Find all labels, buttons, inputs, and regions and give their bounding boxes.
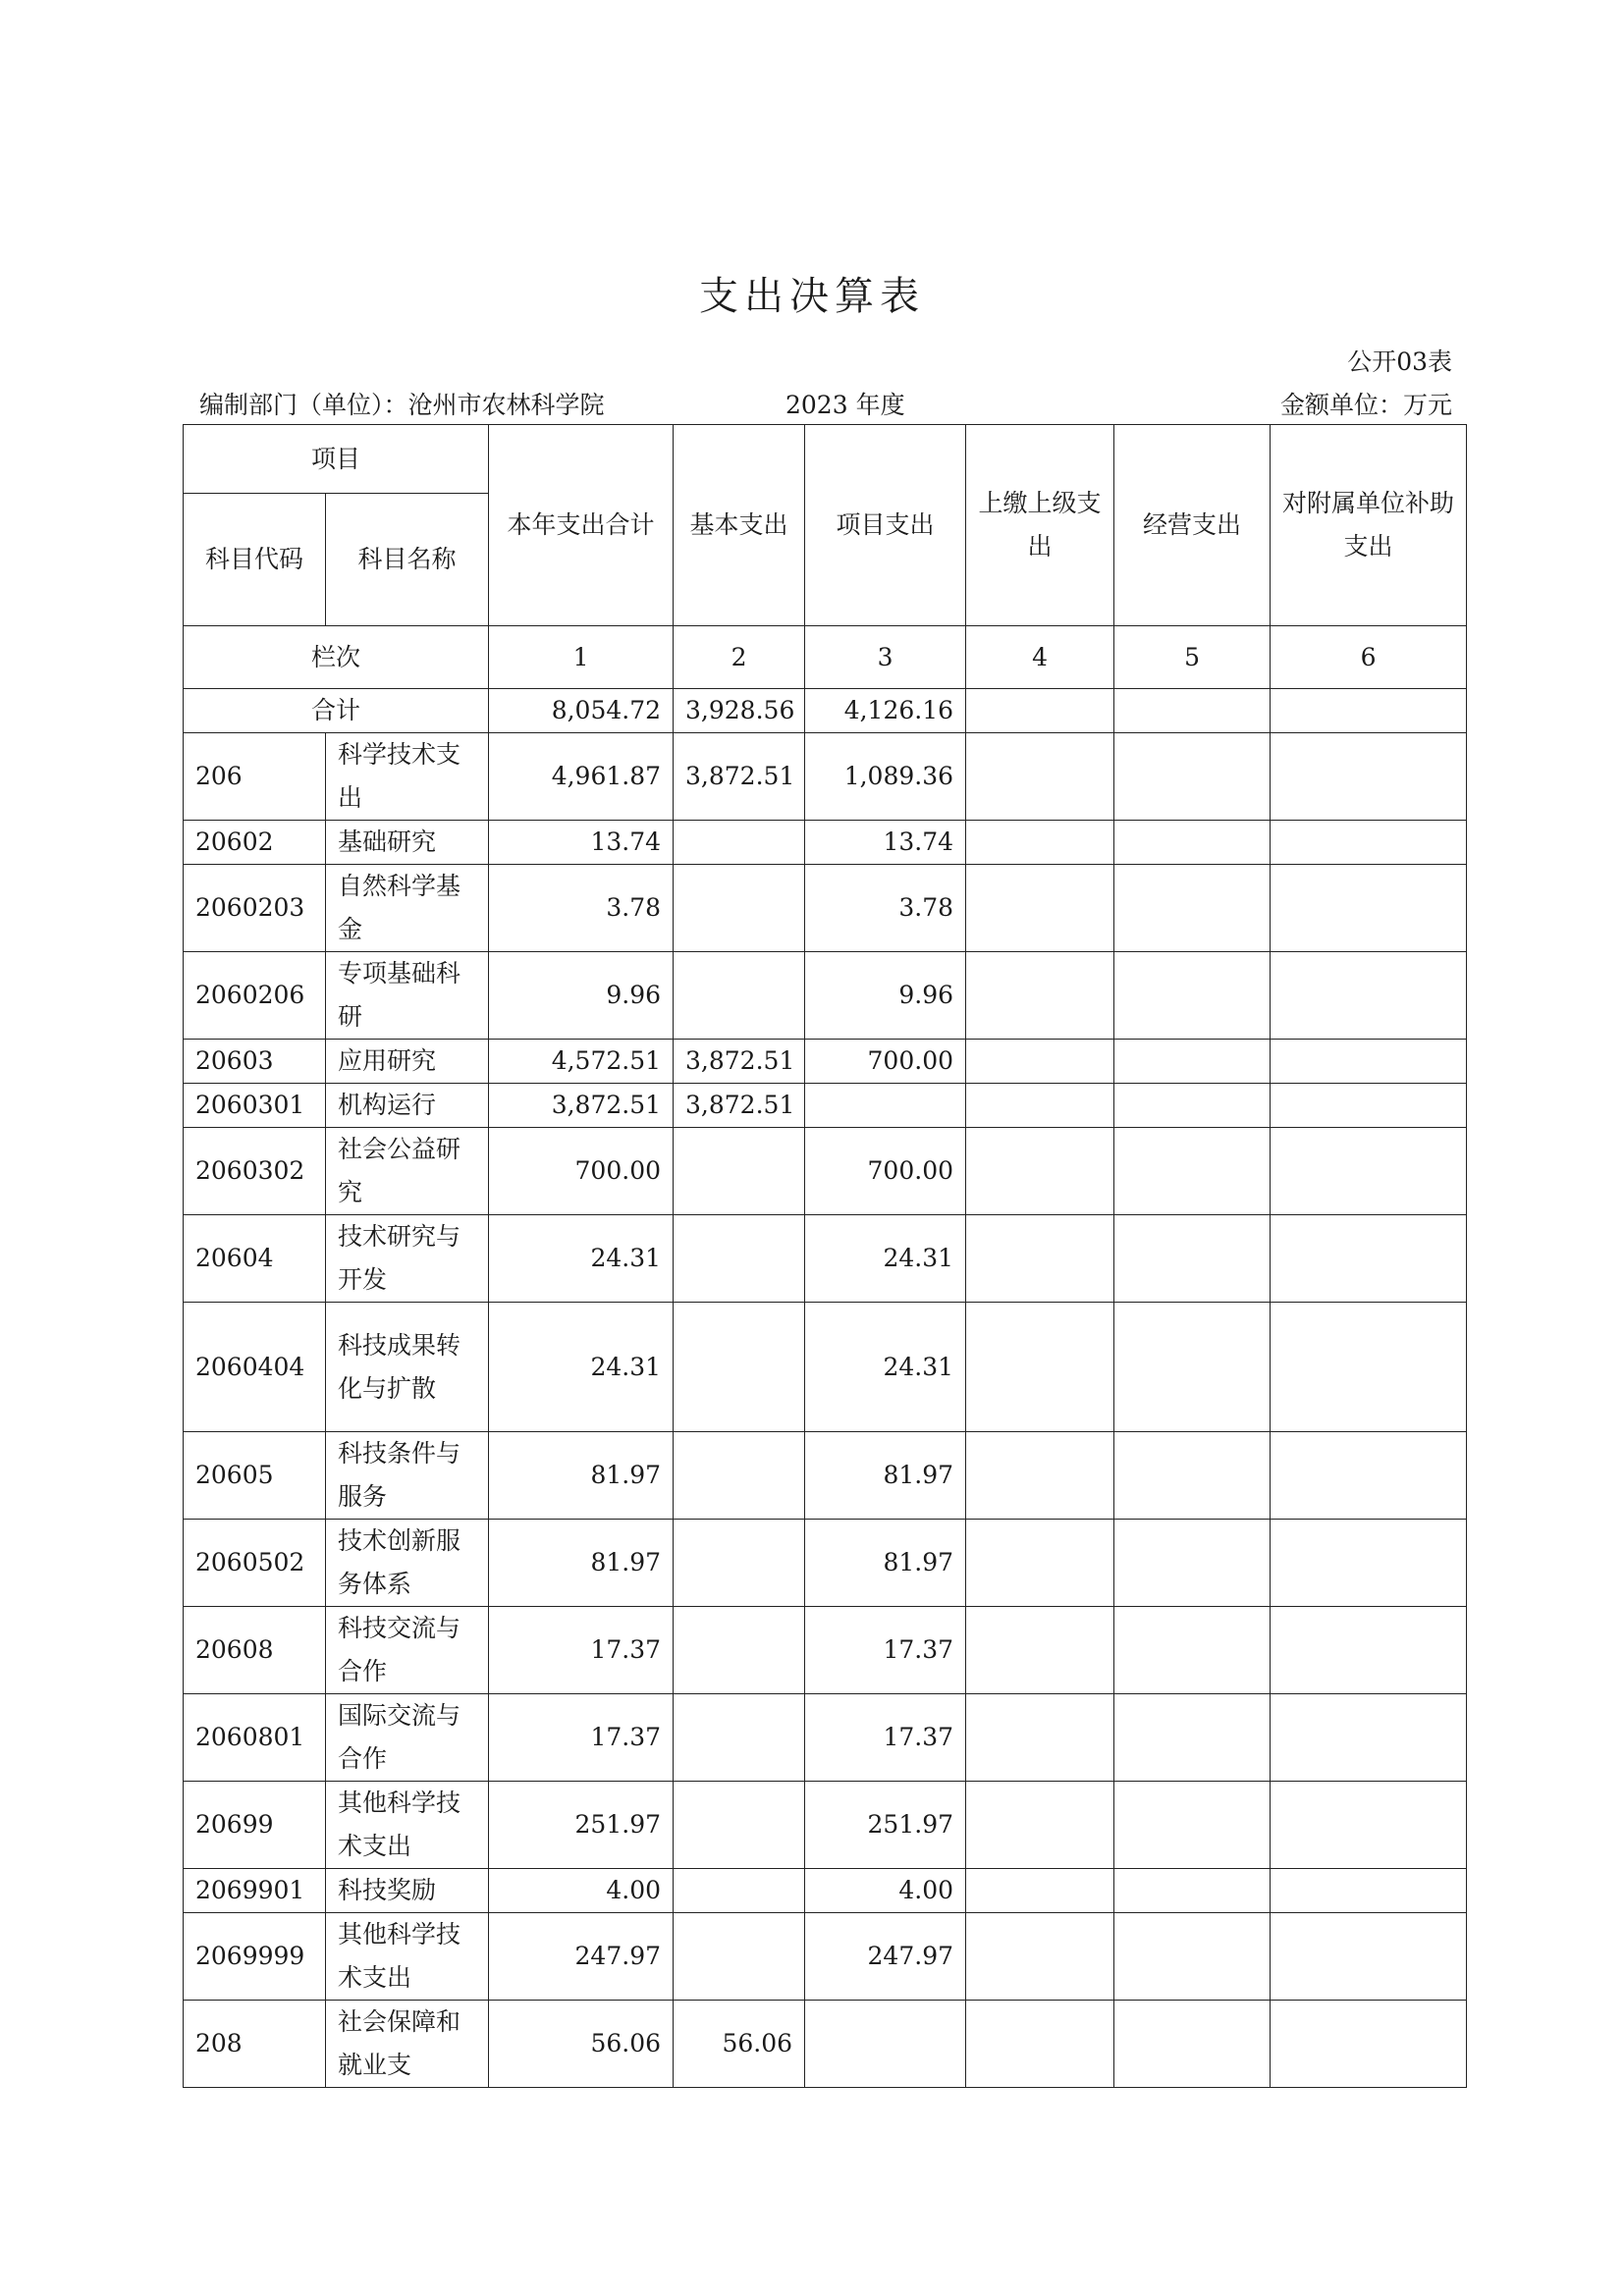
row-upper — [966, 1303, 1114, 1432]
row-basic — [674, 1128, 805, 1215]
table-row — [184, 2001, 1467, 2088]
row-code: 20608 — [184, 1607, 326, 1694]
row-subsidiary — [1271, 1869, 1467, 1913]
table-row — [184, 1694, 1467, 1782]
row-business — [1114, 1215, 1271, 1303]
row-basic: 3,872.51 — [674, 1040, 805, 1084]
row-basic — [674, 1607, 805, 1694]
header-business: 经营支出 — [1114, 425, 1271, 626]
row-project: 3.78 — [805, 865, 966, 952]
row-total: 81.97 — [489, 1432, 674, 1520]
row-subsidiary — [1271, 1520, 1467, 1607]
col-index-1: 1 — [489, 626, 674, 689]
row-upper — [966, 821, 1114, 865]
header-name: 科目名称 — [326, 494, 489, 626]
row-code: 2060301 — [184, 1084, 326, 1128]
row-business — [1114, 1303, 1271, 1432]
row-upper — [966, 733, 1114, 821]
row-basic — [674, 1869, 805, 1913]
row-upper — [966, 1694, 1114, 1782]
expenditure-table — [183, 424, 1467, 2088]
row-basic: 3,872.51 — [674, 733, 805, 821]
row-business — [1114, 1782, 1271, 1869]
row-business — [1114, 865, 1271, 952]
row-business — [1114, 1869, 1271, 1913]
col-index-3: 3 — [805, 626, 966, 689]
row-code: 20605 — [184, 1432, 326, 1520]
row-project: 247.97 — [805, 1913, 966, 2001]
row-subsidiary — [1271, 1913, 1467, 2001]
row-project: 1,089.36 — [805, 733, 966, 821]
table-row — [184, 1913, 1467, 2001]
row-name: 技术创新服务体系 — [326, 1520, 489, 1607]
row-subsidiary — [1271, 1694, 1467, 1782]
table-row — [184, 1782, 1467, 1869]
row-basic — [674, 1303, 805, 1432]
row-total: 4,572.51 — [489, 1040, 674, 1084]
row-upper — [966, 1782, 1114, 1869]
table-row — [184, 1607, 1467, 1694]
row-business — [1114, 2001, 1271, 2088]
row-code: 2060502 — [184, 1520, 326, 1607]
total-basic: 3,928.56 — [674, 689, 805, 733]
row-upper — [966, 2001, 1114, 2088]
row-total: 17.37 — [489, 1607, 674, 1694]
row-subsidiary — [1271, 1215, 1467, 1303]
table-row — [184, 1215, 1467, 1303]
table-row — [184, 1869, 1467, 1913]
total-subsidiary — [1271, 689, 1467, 733]
col-index-label: 栏次 — [184, 626, 489, 689]
row-total: 13.74 — [489, 821, 674, 865]
row-basic — [674, 1782, 805, 1869]
header-basic: 基本支出 — [674, 425, 805, 626]
row-total: 24.31 — [489, 1215, 674, 1303]
row-total: 4.00 — [489, 1869, 674, 1913]
table-row — [184, 1520, 1467, 1607]
header-project: 项目支出 — [805, 425, 966, 626]
row-upper — [966, 1913, 1114, 2001]
row-total: 9.96 — [489, 952, 674, 1040]
row-project: 700.00 — [805, 1128, 966, 1215]
row-project: 13.74 — [805, 821, 966, 865]
row-project: 17.37 — [805, 1607, 966, 1694]
row-total: 17.37 — [489, 1694, 674, 1782]
row-project: 81.97 — [805, 1432, 966, 1520]
row-basic — [674, 1432, 805, 1520]
row-project: 81.97 — [805, 1520, 966, 1607]
row-total: 81.97 — [489, 1520, 674, 1607]
row-subsidiary — [1271, 1782, 1467, 1869]
row-total: 24.31 — [489, 1303, 674, 1432]
row-subsidiary — [1271, 733, 1467, 821]
row-name: 自然科学基金 — [326, 865, 489, 952]
row-subsidiary — [1271, 952, 1467, 1040]
row-code: 2060206 — [184, 952, 326, 1040]
row-code: 2060404 — [184, 1303, 326, 1432]
col-index-5: 5 — [1114, 626, 1271, 689]
row-project: 251.97 — [805, 1782, 966, 1869]
row-name: 机构运行 — [326, 1084, 489, 1128]
row-code: 2069999 — [184, 1913, 326, 2001]
row-business — [1114, 1128, 1271, 1215]
row-upper — [966, 865, 1114, 952]
unit-label: 金额单位：万元 — [1279, 391, 1452, 419]
row-basic — [674, 1913, 805, 2001]
row-basic — [674, 1215, 805, 1303]
row-business — [1114, 1084, 1271, 1128]
row-subsidiary — [1271, 1432, 1467, 1520]
col-index-2: 2 — [674, 626, 805, 689]
row-basic: 56.06 — [674, 2001, 805, 2088]
row-project: 24.31 — [805, 1303, 966, 1432]
row-business — [1114, 1040, 1271, 1084]
row-code: 20604 — [184, 1215, 326, 1303]
row-total: 700.00 — [489, 1128, 674, 1215]
row-project: 9.96 — [805, 952, 966, 1040]
row-total: 56.06 — [489, 2001, 674, 2088]
row-subsidiary — [1271, 1607, 1467, 1694]
col-index-4: 4 — [966, 626, 1114, 689]
row-subsidiary — [1271, 865, 1467, 952]
row-name: 基础研究 — [326, 821, 489, 865]
row-total: 251.97 — [489, 1782, 674, 1869]
total-project: 4,126.16 — [805, 689, 966, 733]
row-upper — [966, 1084, 1114, 1128]
row-code: 2060801 — [184, 1694, 326, 1782]
row-name: 其他科学技术支出 — [326, 1782, 489, 1869]
row-name: 其他科学技术支出 — [326, 1913, 489, 2001]
row-business — [1114, 1694, 1271, 1782]
col-index-6: 6 — [1271, 626, 1467, 689]
table-row — [184, 1303, 1467, 1432]
table-row — [184, 1128, 1467, 1215]
row-project: 24.31 — [805, 1215, 966, 1303]
row-total: 3.78 — [489, 865, 674, 952]
row-subsidiary — [1271, 2001, 1467, 2088]
row-subsidiary — [1271, 1303, 1467, 1432]
row-basic — [674, 1520, 805, 1607]
row-business — [1114, 952, 1271, 1040]
row-subsidiary — [1271, 1084, 1467, 1128]
row-upper — [966, 1520, 1114, 1607]
total-business — [1114, 689, 1271, 733]
row-code: 206 — [184, 733, 326, 821]
row-basic — [674, 865, 805, 952]
department-label: 编制部门（单位）：沧州市农林科学院 — [199, 391, 605, 419]
table-row — [184, 952, 1467, 1040]
row-basic — [674, 952, 805, 1040]
year-label: 2023 年度 — [785, 391, 905, 419]
header-subsidiary: 对附属单位补助支出 — [1271, 425, 1467, 626]
row-name: 国际交流与合作 — [326, 1694, 489, 1782]
row-code: 20699 — [184, 1782, 326, 1869]
table-row — [184, 821, 1467, 865]
row-basic — [674, 1694, 805, 1782]
row-code: 2069901 — [184, 1869, 326, 1913]
table-row — [184, 1432, 1467, 1520]
row-subsidiary — [1271, 821, 1467, 865]
total-upper — [966, 689, 1114, 733]
row-name: 社会公益研究 — [326, 1128, 489, 1215]
row-upper — [966, 1040, 1114, 1084]
row-business — [1114, 1913, 1271, 2001]
row-upper — [966, 1215, 1114, 1303]
table-row — [184, 865, 1467, 952]
row-code: 2060203 — [184, 865, 326, 952]
form-number: 公开03表 — [1347, 347, 1452, 376]
row-business — [1114, 733, 1271, 821]
row-name: 技术研究与开发 — [326, 1215, 489, 1303]
row-code: 20603 — [184, 1040, 326, 1084]
row-name: 科技交流与合作 — [326, 1607, 489, 1694]
row-project: 700.00 — [805, 1040, 966, 1084]
row-code: 2060302 — [184, 1128, 326, 1215]
row-code: 208 — [184, 2001, 326, 2088]
row-basic — [674, 821, 805, 865]
table-row — [184, 1084, 1467, 1128]
row-project — [805, 1084, 966, 1128]
row-upper — [966, 1869, 1114, 1913]
row-subsidiary — [1271, 1128, 1467, 1215]
row-name: 科技奖励 — [326, 1869, 489, 1913]
row-business — [1114, 821, 1271, 865]
row-project — [805, 2001, 966, 2088]
row-business — [1114, 1432, 1271, 1520]
row-upper — [966, 1432, 1114, 1520]
header-total: 本年支出合计 — [489, 425, 674, 626]
row-name: 科技成果转化与扩散 — [326, 1303, 489, 1432]
row-business — [1114, 1607, 1271, 1694]
header-upper: 上缴上级支出 — [966, 425, 1114, 626]
total-label: 合计 — [184, 689, 489, 733]
row-name: 应用研究 — [326, 1040, 489, 1084]
header-code: 科目代码 — [184, 494, 326, 626]
row-upper — [966, 952, 1114, 1040]
row-name: 社会保障和就业支 — [326, 2001, 489, 2088]
row-upper — [966, 1128, 1114, 1215]
row-basic: 3,872.51 — [674, 1084, 805, 1128]
row-subsidiary — [1271, 1040, 1467, 1084]
row-upper — [966, 1607, 1114, 1694]
row-name: 专项基础科研 — [326, 952, 489, 1040]
row-name: 科技条件与服务 — [326, 1432, 489, 1520]
page-title: 支出决算表 — [699, 274, 925, 319]
total-total: 8,054.72 — [489, 689, 674, 733]
row-project: 17.37 — [805, 1694, 966, 1782]
row-total: 247.97 — [489, 1913, 674, 2001]
table-row — [184, 733, 1467, 821]
row-name: 科学技术支出 — [326, 733, 489, 821]
table-row — [184, 1040, 1467, 1084]
row-project: 4.00 — [805, 1869, 966, 1913]
row-business — [1114, 1520, 1271, 1607]
row-total: 4,961.87 — [489, 733, 674, 821]
header-item: 项目 — [184, 425, 489, 494]
row-code: 20602 — [184, 821, 326, 865]
row-total: 3,872.51 — [489, 1084, 674, 1128]
